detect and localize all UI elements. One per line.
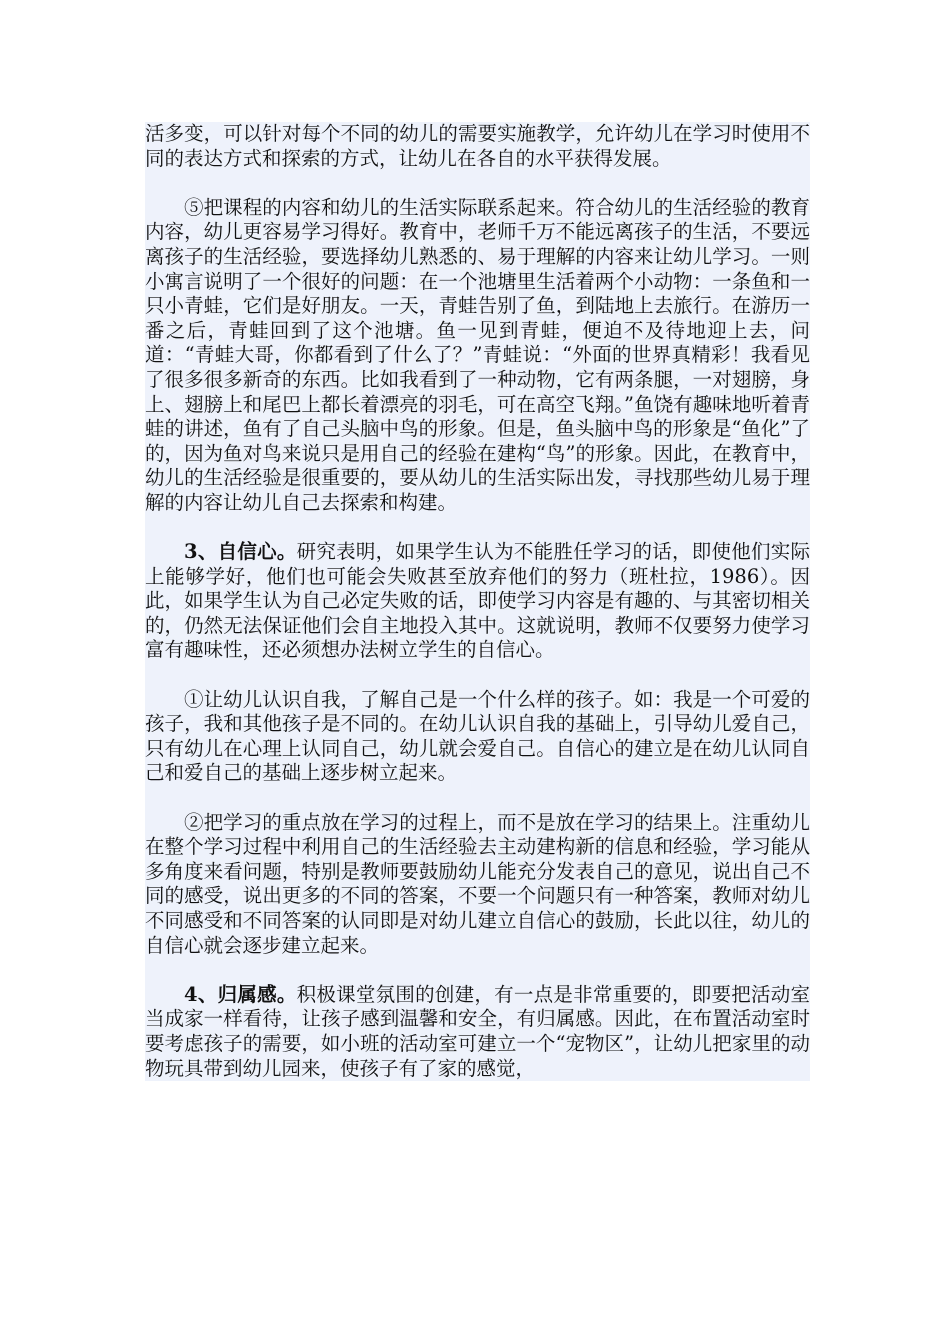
section-heading-self-confidence: 3、自信心。 bbox=[184, 540, 297, 564]
paragraph-learning-process bbox=[145, 811, 810, 959]
paragraph-gap bbox=[145, 516, 810, 541]
paragraph-self-confidence bbox=[145, 540, 810, 663]
paragraph-know-yourself bbox=[145, 688, 810, 786]
document-body bbox=[145, 122, 810, 1081]
paragraph-text: ⑤把课程的内容和幼儿的生活实际联系起来。符合幼儿的生活经验的教育内容，幼儿更容易学习得好。教育中，老师千万不能远离孩子的生活，不要远离孩子的生活经验，要选择幼儿熟悉的、易于理解的内容来让幼儿学习。一则小寓言说明了一个很好的问题：在一个池塘里生活着两个小动物：一条鱼和一只小青蛙，它们是好朋友。一天，青蛙告别了鱼，到陆地上去旅行。在游历一番之后，青蛙回到了这个池塘。鱼一见到青蛙，便迫不及待地迎上去，问道：“青蛙大哥，你都看到了什么了？”青蛙说：“外面的世界真精彩！我看见了很多很多新奇的东西。比如我看到了一种动物，它有两条腿，一对翅膀，身上、翅膀上和尾巴上都长着漂亮的羽毛，可在高空飞翔。”鱼饶有趣味地听着青蛙的讲述，鱼有了自己头脑中鸟的形象。但是，鱼头脑中鸟的形象是“鱼化”了的，因为鱼对鸟来说只是用自己的经验在建构“鸟”的形象。因此，在教育中，幼儿的生活经验是很重要的，要从幼儿的生活实际出发，寻找那些幼儿易于理解的内容让幼儿自己去探索和构建。 bbox=[145, 195, 810, 514]
paragraph-gap bbox=[145, 786, 810, 811]
paragraph-fish-and-frog bbox=[145, 196, 810, 516]
paragraph-text: 积极课堂氛围的创建，有一点是非常重要的，即要把活动室当成家一样看待，让孩子感到温馨和安全，有归属感。因此，在布置活动室时要考虑孩子的需要，如小班的活动室可建立一个“宠物区”，让幼儿把家里的动物玩具带到幼儿园来，使孩子有了家的感觉， bbox=[145, 982, 810, 1080]
section-heading-belonging: 4、归属感。 bbox=[184, 982, 297, 1006]
paragraph-text: ②把学习的重点放在学习的过程上，而不是放在学习的结果上。注重幼儿在整个学习过程中利用自己的生活经验去主动建构新的信息和经验，学习能从多角度来看问题，特别是教师要鼓励幼儿能充分发表自己的意见，说出自己不同的感受，说出更多的不同的答案，不要一个问题只有一种答案，教师对幼儿不同感受和不同答案的认同即是对幼儿建立自信心的鼓励，长此以往，幼儿的自信心就会逐步建立起来。 bbox=[145, 810, 810, 957]
paragraph-continuation bbox=[145, 122, 810, 171]
paragraph-text: ①让幼儿认识自我，了解自己是一个什么样的孩子。如：我是一个可爱的孩子，我和其他孩子是不同的。在幼儿认识自我的基础上，引导幼儿爱自己，只有幼儿在心理上认同自己，幼儿就会爱自己。自信心的建立是在幼儿认同自己和爱自己的基础上逐步树立起来。 bbox=[145, 687, 810, 785]
paragraph-text: 活多变，可以针对每个不同的幼儿的需要实施教学，允许幼儿在学习时使用不同的表达方式和探索的方式，让幼儿在各自的水平获得发展。 bbox=[145, 122, 810, 170]
paragraph-gap bbox=[145, 171, 810, 196]
paragraph-gap bbox=[145, 663, 810, 688]
paragraph-belonging bbox=[145, 983, 810, 1081]
paragraph-gap bbox=[145, 958, 810, 983]
paragraph-text: 研究表明，如果学生认为不能胜任学习的话，即使他们实际上能够学好，他们也可能会失败甚至放弃他们的努力（班杜拉，1986）。因此，如果学生认为自己必定失败的话，即使学习内容是有趣的、与其密切相关的，仍然无法保证他们会自主地投入其中。这就说明，教师不仅要努力使学习富有趣味性，还必须想办法树立学生的自信心。 bbox=[145, 540, 810, 662]
